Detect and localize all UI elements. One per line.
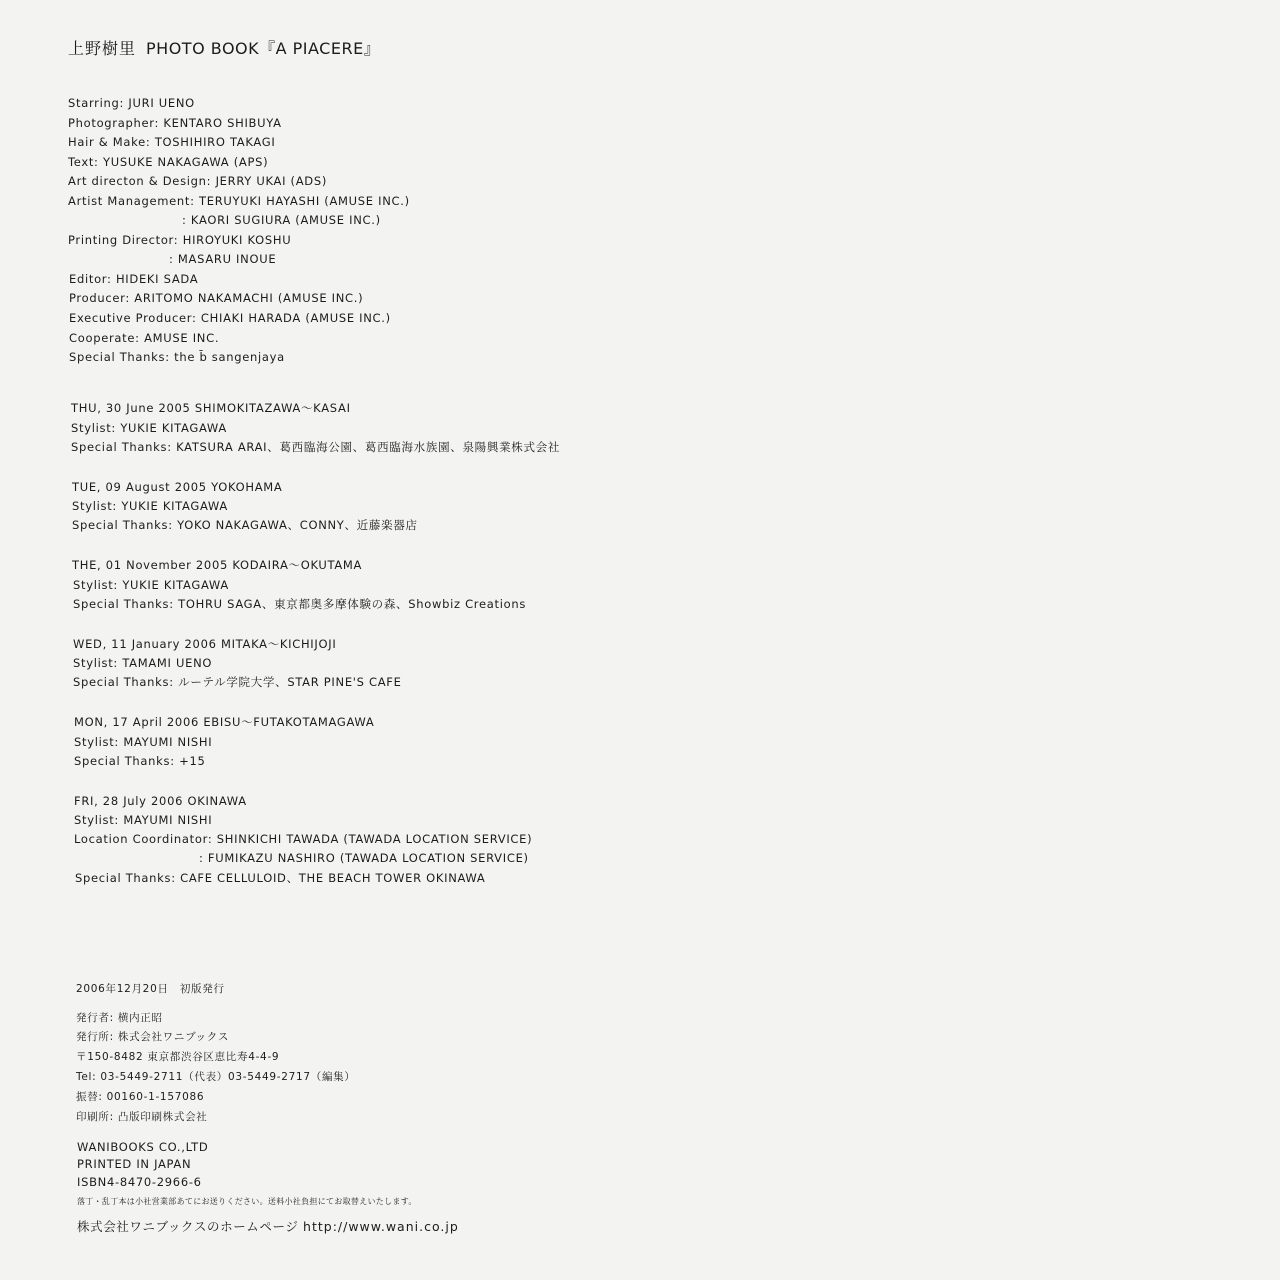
shoot-date-location: THU, 30 June 2005 SHIMOKITAZAWA～KASAI <box>71 401 351 415</box>
credit-line: Hair & Make: TOSHIHIRO TAKAGI <box>68 135 276 149</box>
author-name: 上野樹里 <box>68 39 137 58</box>
credit-line: Editor: HIDEKI SADA <box>69 272 199 286</box>
colophon-line: Tel: 03-5449-2711（代表）03-5449-2717（編集） <box>76 1071 356 1083</box>
shoot-date-location: WED, 11 January 2006 MITAKA～KICHIJOJI <box>73 637 337 651</box>
shoot-stylist: Stylist: YUKIE KITAGAWA <box>73 578 229 592</box>
shoot-stylist: Stylist: TAMAMI UENO <box>73 656 213 670</box>
shoot-date-location: THE, 01 November 2005 KODAIRA～OKUTAMA <box>72 558 363 572</box>
return-policy-note: 落丁・乱丁本は小社営業部あてにお送りください。送料小社負担にてお取替えいたします。 <box>77 1197 417 1206</box>
shoot-date-location: TUE, 09 August 2005 YOKOHAMA <box>72 480 283 494</box>
shoot-special-thanks: Special Thanks: YOKO NAKAGAWA、CONNY、近藤楽器店 <box>72 518 418 532</box>
shoot-date-location: MON, 17 April 2006 EBISU～FUTAKOTAMAGAWA <box>74 715 375 729</box>
page-title <box>68 36 380 59</box>
publisher-company: WANIBOOKS CO.,LTD <box>77 1140 209 1154</box>
shoot-special-thanks: Special Thanks: ルーテル学院大学、STAR PINE'S CAFE <box>73 675 402 689</box>
credit-line-continued: : KAORI SUGIURA (AMUSE INC.) <box>182 213 381 227</box>
homepage-line <box>77 1219 459 1235</box>
printed-in: PRINTED IN JAPAN <box>77 1157 192 1171</box>
shoot-stylist: Stylist: MAYUMI NISHI <box>74 735 213 749</box>
credit-line: Text: YUSUKE NAKAGAWA (APS) <box>68 155 269 169</box>
credit-line: Printing Director: HIROYUKI KOSHU <box>68 233 292 247</box>
colophon-line: 発行所: 株式会社ワニブックス <box>76 1031 230 1043</box>
shoot-special-thanks: Special Thanks: TOHRU SAGA、東京都奥多摩体験の森、Showbiz Creations <box>73 597 527 611</box>
credit-line-continued: : MASARU INOUE <box>169 252 277 266</box>
colophon-line: 印刷所: 凸版印刷株式会社 <box>76 1111 208 1123</box>
credit-line: Starring: JURI UENO <box>68 96 195 110</box>
colophon-line: 発行者: 横内正昭 <box>76 1012 163 1024</box>
credit-line: Executive Producer: CHIAKI HARADA (AMUSE INC.) <box>69 311 391 325</box>
homepage-label: 株式会社ワニブックスのホームページ <box>77 1219 299 1234</box>
credit-line: Photographer: KENTARO SHIBUYA <box>68 116 282 130</box>
colophon-line: 振替: 00160-1-157086 <box>76 1091 205 1103</box>
publication-date: 2006年12月20日 初版発行 <box>76 983 225 995</box>
credit-line: Cooperate: AMUSE INC. <box>69 331 220 345</box>
shoot-stylist: Stylist: YUKIE KITAGAWA <box>72 499 228 513</box>
homepage-link[interactable]: http://www.wani.co.jp <box>303 1219 459 1234</box>
shoot-date-location: FRI, 28 July 2006 OKINAWA <box>74 794 247 808</box>
shoot-stylist: Stylist: YUKIE KITAGAWA <box>71 421 227 435</box>
credit-line: Art directon & Design: JERRY UKAI (ADS) <box>68 174 328 188</box>
credit-line: Artist Management: TERUYUKI HAYASHI (AMUSE INC.) <box>68 194 410 208</box>
shoot-location-coordinator: Location Coordinator: SHINKICHI TAWADA (TAWADA LOCATION SERVICE) <box>74 832 533 846</box>
book-title: PHOTO BOOK『A PIACERE』 <box>146 39 381 58</box>
shoot-location-coordinator-continued: : FUMIKAZU NASHIRO (TAWADA LOCATION SERVICE) <box>199 851 529 865</box>
shoot-special-thanks: Special Thanks: CAFE CELLULOID、THE BEACH TOWER OKINAWA <box>75 871 486 885</box>
credit-line: Producer: ARITOMO NAKAMACHI (AMUSE INC.) <box>69 291 364 305</box>
shoot-stylist: Stylist: MAYUMI NISHI <box>74 813 213 827</box>
credit-line: Special Thanks: the b̄ sangenjaya <box>69 350 285 364</box>
shoot-special-thanks: Special Thanks: KATSURA ARAI、葛西臨海公園、葛西臨海水族園、泉陽興業株式会社 <box>71 440 561 454</box>
colophon-line: 〒150-8482 東京都渋谷区恵比寿4-4-9 <box>76 1051 280 1063</box>
isbn: ISBN4-8470-2966-6 <box>77 1175 202 1189</box>
shoot-special-thanks: Special Thanks: +15 <box>74 754 206 768</box>
